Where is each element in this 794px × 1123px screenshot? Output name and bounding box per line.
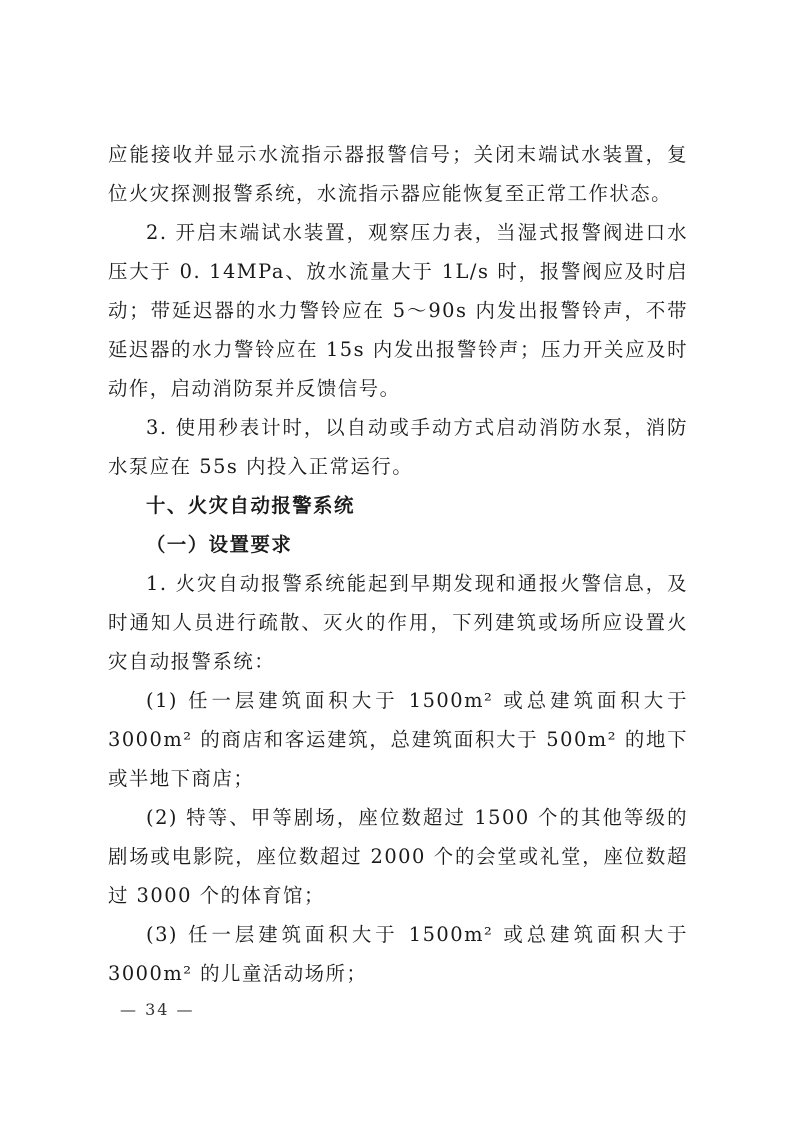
list-item-1: (1) 任一层建筑面积大于 1500m² 或总建筑面积大于 3000m² 的商店和客运建筑，总建筑面积大于 500m² 的地下或半地下商店； bbox=[108, 689, 688, 790]
list-item-2: (2) 特等、甲等剧场，座位数超过 1500 个的其他等级的剧场或电影院，座位数超过 2000 个的会堂或礼堂，座位数超过 3000 个的体育馆； bbox=[108, 806, 688, 907]
subsection-title: （一）设置要求 bbox=[146, 533, 293, 556]
paragraph-continued: 应能接收并显示水流指示器报警信号；关闭末端试水装置，复位火灾探测报警系统，水流指示器应能恢复至正常工作状态。 bbox=[108, 143, 688, 205]
list-item-3: (3) 任一层建筑面积大于 1500m² 或总建筑面积大于 3000m² 的儿童活动场所； bbox=[108, 923, 688, 985]
page-number: — 34 — bbox=[120, 1000, 195, 1019]
paragraph-requirement-1: 1. 火灾自动报警系统能起到早期发现和通报火警信息，及时通知人员进行疏散、灭火的作用，下列建筑或场所应设置火灾自动报警系统： bbox=[108, 572, 688, 673]
paragraph-item-3: 3. 使用秒表计时，以自动或手动方式启动消防水泵，消防水泵应在 55s 内投入正常运行。 bbox=[108, 416, 688, 478]
paragraph-item-2: 2. 开启末端试水装置，观察压力表，当湿式报警阀进口水压大于 0. 14MPa、放水流量大于 1L/s 时，报警阀应及时启动；带延迟器的水力警铃应在 5～90s 内发出报警铃声，不带延迟器的水力警铃应在 15s 内发出报警铃声；压力开关应及时动作，启动消防泵并反馈信号。 bbox=[108, 221, 688, 400]
section-title: 十、火灾自动报警系统 bbox=[146, 494, 355, 517]
